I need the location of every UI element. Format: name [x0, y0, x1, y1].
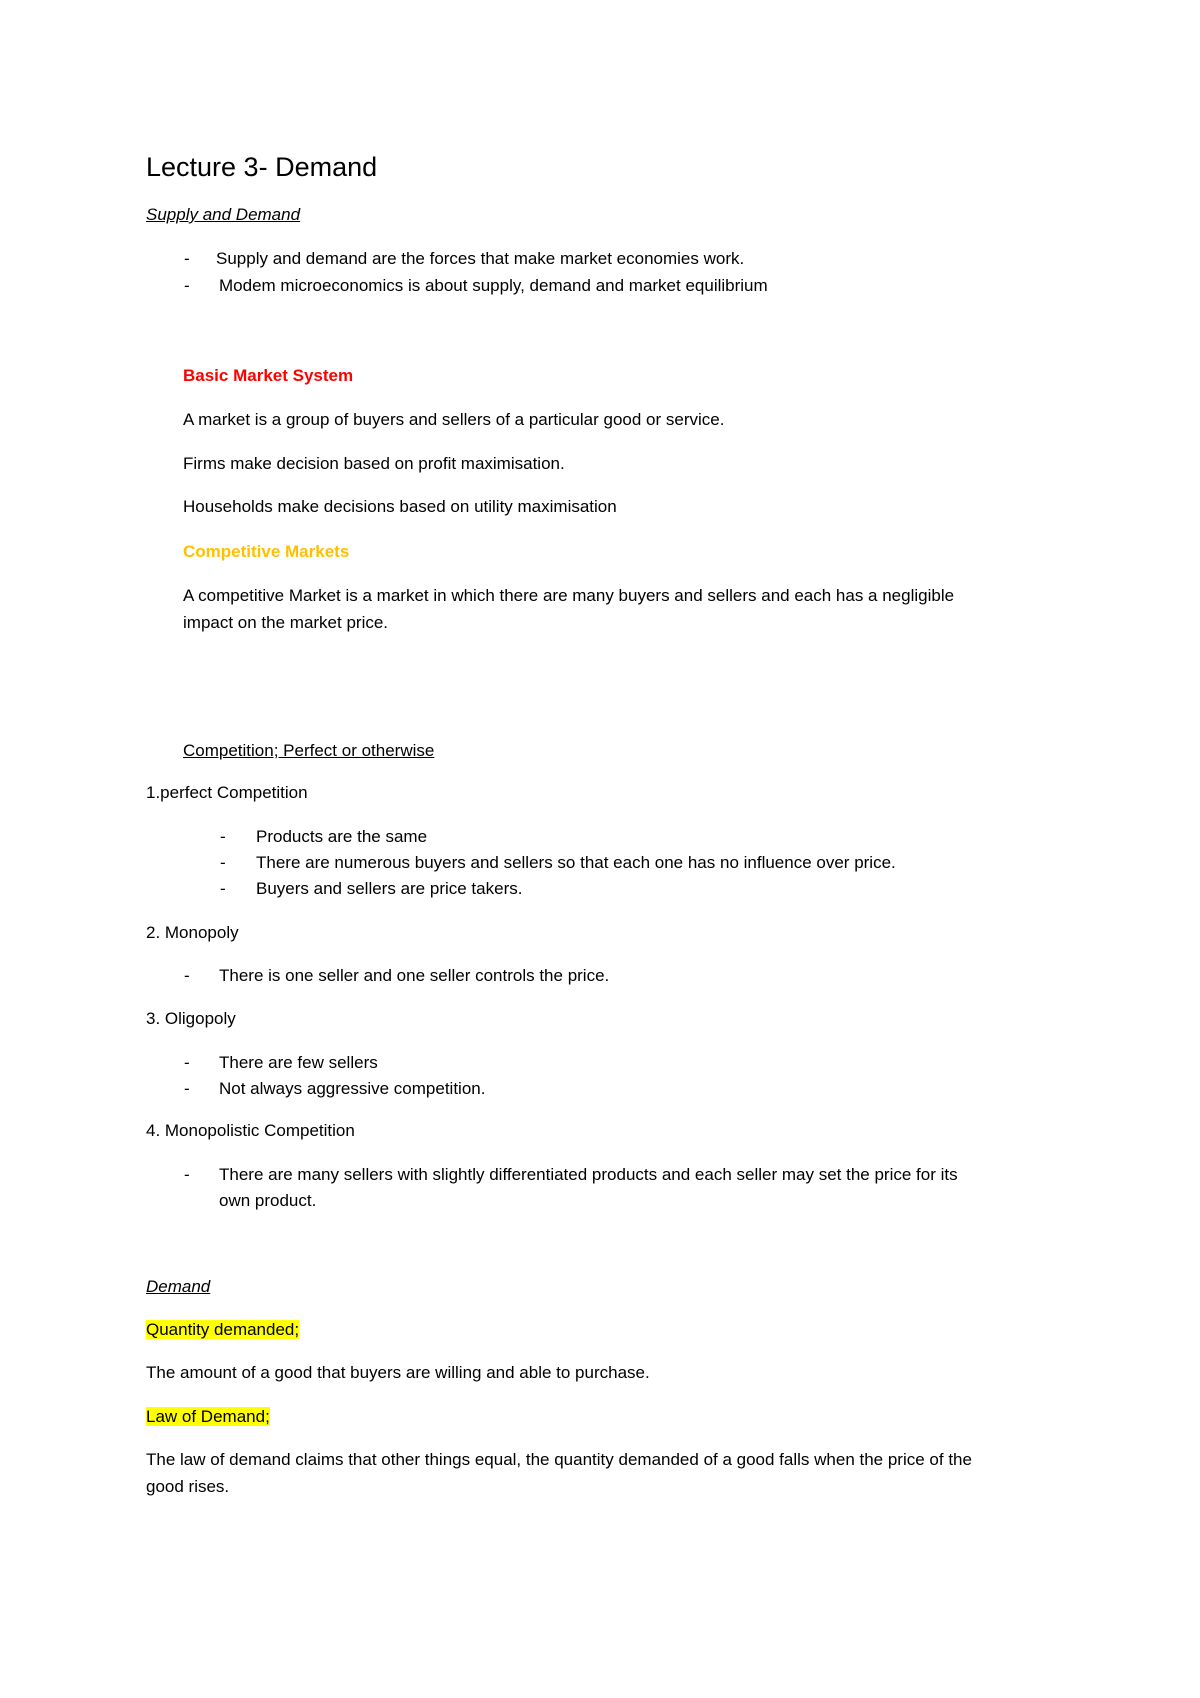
bullet-dash: -: [184, 249, 190, 268]
paragraph-households: Households make decisions based on utility maximisation: [183, 497, 617, 516]
bullet-text: [216, 248, 744, 270]
bullet-dash: -: [220, 879, 226, 898]
label-monopoly: 2. Monopoly: [146, 923, 239, 942]
bullet-text-many-sellers-line1: There are many sellers with slightly differentiated products and each seller may set the price for its: [219, 1165, 958, 1184]
section-heading-competition: Competition; Perfect or otherwise: [183, 741, 435, 760]
bullet-text-numerous-buyers: There are numerous buyers and sellers so that each one has no influence over price.: [256, 853, 896, 872]
bullet-dash: -: [184, 966, 190, 985]
label-monopolistic-competition: 4. Monopolistic Competition: [146, 1121, 355, 1140]
page-title: Lecture 3- Demand: [146, 152, 378, 182]
paragraph-market-definition: A market is a group of buyers and sellers of a particular good or service.: [183, 410, 725, 429]
bullet-dash: -: [220, 853, 226, 872]
paragraph-competitive-line1: A competitive Market is a market in which there are many buyers and sellers and each has a negligible: [183, 586, 955, 605]
bullet-text-not-aggressive: Not always aggressive competition.: [219, 1079, 486, 1098]
label-perfect-competition: 1.perfect Competition: [146, 783, 308, 802]
section-heading-demand: Demand: [146, 1277, 211, 1296]
bullet-dash: -: [184, 276, 190, 295]
label-quantity-demanded: [146, 1319, 299, 1341]
section-heading-competitive-markets: Competitive Markets: [183, 542, 350, 561]
highlight-law-of-demand: Law of Demand;: [146, 1407, 270, 1426]
bullet-dash: -: [184, 1053, 190, 1072]
bullet-text-supply: Supply and demand are the forces that make market economies work.: [216, 249, 745, 268]
paragraph-quantity-demanded: The amount of a good that buyers are willing and able to purchase.: [146, 1363, 650, 1382]
bullet-text-microeconomics: Modem microeconomics is about supply, demand and market equilibrium: [219, 276, 768, 295]
bullet-text-products-same: Products are the same: [256, 827, 428, 846]
section-heading-basic-market: Basic Market System: [183, 366, 354, 385]
highlight-quantity-demanded: Quantity demanded;: [146, 1320, 300, 1339]
bullet-dash: -: [184, 1165, 190, 1184]
label-oligopoly: 3. Oligopoly: [146, 1009, 236, 1028]
paragraph-law-line2: good rises.: [146, 1477, 230, 1496]
paragraph-law-line1: The law of demand claims that other things equal, the quantity demanded of a good falls when the price of the: [146, 1450, 972, 1469]
section-heading-supply-demand: Supply and Demand: [146, 205, 301, 224]
bullet-text-many-sellers-line2: own product.: [219, 1191, 317, 1210]
bullet-dash: -: [220, 827, 226, 846]
bullet-text-one-seller: There is one seller and one seller controls the price.: [219, 966, 610, 985]
bullet-text-price-takers: Buyers and sellers are price takers.: [256, 879, 523, 898]
paragraph-competitive-line2: impact on the market price.: [183, 613, 389, 632]
label-law-of-demand: [146, 1406, 270, 1428]
paragraph-firms: Firms make decision based on profit maximisation.: [183, 454, 565, 473]
bullet-dash: -: [184, 1079, 190, 1098]
bullet-text-few-sellers: There are few sellers: [219, 1053, 378, 1072]
